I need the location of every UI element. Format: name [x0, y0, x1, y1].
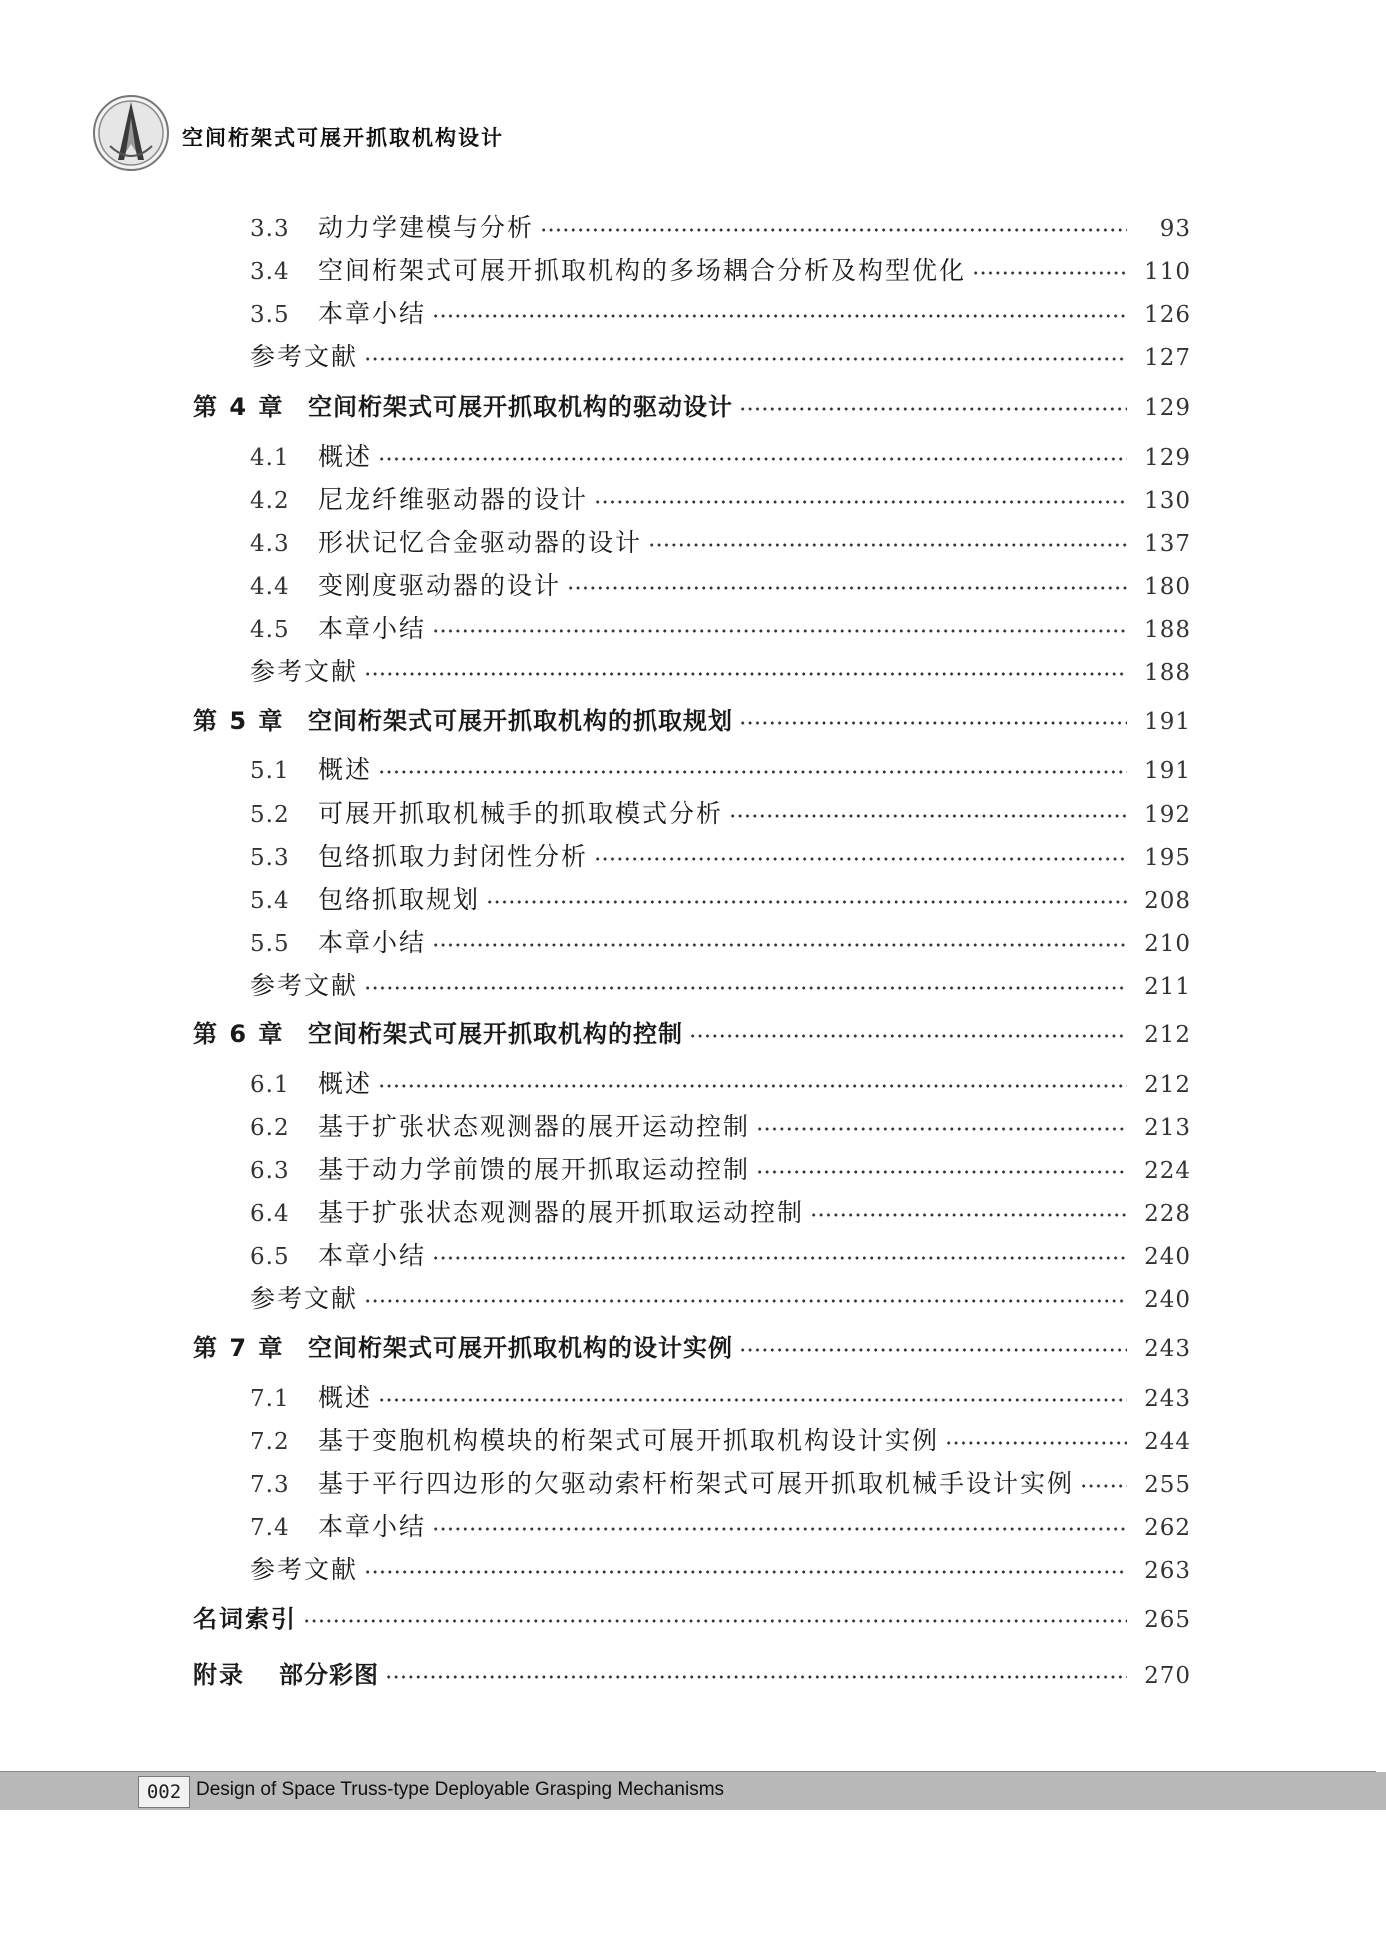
- toc-entry-title: 概述: [318, 1383, 373, 1412]
- toc-page-number: 270: [1144, 1663, 1191, 1689]
- toc-entry-title: 基于平行四边形的欠驱动索杆桁架式可展开抓取机械手设计实例: [318, 1469, 1075, 1498]
- toc-page-number: 208: [1144, 888, 1191, 914]
- toc-page-number: 262: [1144, 1515, 1191, 1541]
- dot-leader: [739, 721, 1127, 725]
- dot-leader: [432, 1256, 1127, 1260]
- toc-page-number: 180: [1144, 574, 1191, 600]
- dot-leader: [739, 1348, 1127, 1352]
- toc-section-number: 4.5: [250, 617, 290, 643]
- toc-entry-title: 本章小结: [318, 928, 427, 957]
- toc-entry-section[interactable]: [250, 796, 1191, 832]
- toc-entry-ref[interactable]: [250, 968, 1191, 1004]
- toc-entry-ref[interactable]: [250, 339, 1191, 375]
- toc-entry-title: 包络抓取规划: [318, 885, 481, 914]
- toc-chapter-label: 附录: [193, 1661, 245, 1689]
- toc-section-number: 3.5: [250, 302, 290, 328]
- toc-entry-section[interactable]: [250, 1466, 1191, 1502]
- toc-page-number: 191: [1144, 709, 1191, 735]
- dot-leader: [756, 1127, 1127, 1131]
- running-header-title: 空间桁架式可展开抓取机构设计: [182, 126, 504, 150]
- toc-section-number: 5.4: [250, 888, 290, 914]
- dot-leader: [648, 543, 1127, 547]
- toc-entry-ref[interactable]: [250, 654, 1191, 690]
- toc-entry-ref[interactable]: [250, 1281, 1191, 1317]
- toc-page-number: 192: [1144, 802, 1191, 828]
- toc-page-number: 213: [1144, 1115, 1191, 1141]
- toc-entry-title: 参考文献: [250, 1284, 359, 1313]
- dot-leader: [432, 629, 1127, 633]
- toc-page-number: 265: [1144, 1607, 1191, 1633]
- toc-entry-section[interactable]: [250, 296, 1191, 332]
- toc-entry-title: 本章小结: [318, 614, 427, 643]
- dot-leader: [378, 1084, 1127, 1088]
- toc-page-number: 243: [1144, 1336, 1191, 1362]
- toc-entry-title: 概述: [318, 755, 373, 784]
- toc-page-number: 195: [1144, 845, 1191, 871]
- page-number: 002: [138, 1776, 190, 1808]
- toc-entry-section[interactable]: [250, 925, 1191, 961]
- toc-entry-section[interactable]: [250, 1195, 1191, 1231]
- toc-section-number: 6.4: [250, 1201, 290, 1227]
- toc-entry-title: 可展开抓取机械手的抓取模式分析: [318, 799, 724, 828]
- toc-entry-title: 形状记忆合金驱动器的设计: [318, 528, 643, 557]
- toc-chapter-label: 第 5 章: [193, 707, 285, 735]
- dot-leader: [364, 986, 1127, 990]
- toc-entry-section[interactable]: [250, 752, 1191, 788]
- toc-entry-title: 参考文献: [250, 657, 359, 686]
- dot-leader: [432, 943, 1127, 947]
- toc-entry-title: 空间桁架式可展开抓取机构的设计实例: [308, 1334, 733, 1362]
- toc-entry-title: 部分彩图: [279, 1661, 379, 1689]
- toc-page-number: 93: [1159, 216, 1191, 242]
- toc-section-number: 5.5: [250, 931, 290, 957]
- toc-page-number: 240: [1144, 1244, 1191, 1270]
- dot-leader: [567, 586, 1127, 590]
- toc-entry-title: 本章小结: [318, 1512, 427, 1541]
- toc-entry-section[interactable]: [250, 611, 1191, 647]
- toc-page-number: 255: [1144, 1472, 1191, 1498]
- toc-entry-section[interactable]: [250, 1152, 1191, 1188]
- toc-page-number: 188: [1144, 660, 1191, 686]
- toc-section-number: 4.4: [250, 574, 290, 600]
- dot-leader: [594, 857, 1127, 861]
- toc-page-number: 243: [1144, 1386, 1191, 1412]
- toc-page-number: 263: [1144, 1558, 1191, 1584]
- toc-section-number: 4.3: [250, 531, 290, 557]
- toc-entry-chapter[interactable]: [193, 389, 1191, 425]
- toc-section-number: 5.3: [250, 845, 290, 871]
- toc-chapter-label: 第 4 章: [193, 393, 285, 421]
- toc-page-number: 240: [1144, 1287, 1191, 1313]
- toc-section-number: 4.1: [250, 445, 290, 471]
- dot-leader: [756, 1170, 1127, 1174]
- toc-page-number: 244: [1144, 1429, 1191, 1455]
- dot-leader: [364, 1299, 1127, 1303]
- toc-entry-title: 概述: [318, 442, 373, 471]
- toc-chapter-label: 名词索引: [193, 1605, 297, 1633]
- toc-entry-title: 参考文献: [250, 342, 359, 371]
- toc-entry-section[interactable]: [250, 525, 1191, 561]
- toc-section-number: 6.1: [250, 1072, 290, 1098]
- dot-leader: [385, 1675, 1127, 1679]
- toc-entry-title: 空间桁架式可展开抓取机构的多场耦合分析及构型优化: [318, 256, 967, 285]
- toc-entry-title: 概述: [318, 1069, 373, 1098]
- toc-section-number: 5.1: [250, 758, 290, 784]
- toc-page-number: 137: [1144, 531, 1191, 557]
- dot-leader: [540, 228, 1127, 232]
- toc-entry-chapter[interactable]: [193, 703, 1191, 739]
- toc-section-number: 7.4: [250, 1515, 290, 1541]
- toc-page-number: 188: [1144, 617, 1191, 643]
- toc-entry-section[interactable]: [250, 482, 1191, 518]
- toc-entry-title: 动力学建模与分析: [318, 213, 535, 242]
- toc-entry-section[interactable]: [250, 1109, 1191, 1145]
- toc-page-number: 126: [1144, 302, 1191, 328]
- compass-arrow-logo-icon: [92, 94, 170, 172]
- toc-entry-section[interactable]: [250, 1509, 1191, 1545]
- dot-leader: [364, 357, 1127, 361]
- toc-entry-section[interactable]: [250, 882, 1191, 918]
- toc-chapter-label: 第 7 章: [193, 1334, 285, 1362]
- toc-entry-title: 包络抓取力封闭性分析: [318, 842, 589, 871]
- toc-entry-section[interactable]: [250, 439, 1191, 475]
- dot-leader: [945, 1441, 1127, 1445]
- toc-section-number: 7.1: [250, 1386, 290, 1412]
- dot-leader: [432, 1527, 1127, 1531]
- toc-page-number: 130: [1144, 488, 1191, 514]
- toc-entry-title: 参考文献: [250, 1555, 359, 1584]
- toc-section-number: 5.2: [250, 802, 290, 828]
- toc-section-number: 6.5: [250, 1244, 290, 1270]
- toc-section-number: 4.2: [250, 488, 290, 514]
- toc-entry-section[interactable]: [250, 1423, 1191, 1459]
- dot-leader: [378, 770, 1127, 774]
- toc-entry-chapter[interactable]: [193, 1016, 1191, 1052]
- dot-leader: [729, 814, 1127, 818]
- toc-section-number: 7.3: [250, 1472, 290, 1498]
- running-header: [92, 94, 992, 174]
- toc-entry-title: 本章小结: [318, 1241, 427, 1270]
- dot-leader: [1080, 1484, 1127, 1488]
- toc-page-number: 228: [1144, 1201, 1191, 1227]
- dot-leader: [689, 1034, 1127, 1038]
- toc-page-number: 224: [1144, 1158, 1191, 1184]
- dot-leader: [364, 1570, 1127, 1574]
- toc-section-number: 6.2: [250, 1115, 290, 1141]
- dot-leader: [303, 1619, 1127, 1623]
- toc-entry-title: 基于扩张状态观测器的展开抓取运动控制: [318, 1198, 805, 1227]
- toc-entry-title: 变刚度驱动器的设计: [318, 571, 562, 600]
- toc-entry-section[interactable]: [250, 1066, 1191, 1102]
- dot-leader: [972, 271, 1127, 275]
- toc-page-number: 129: [1144, 445, 1191, 471]
- toc-entry-title: 本章小结: [318, 299, 427, 328]
- toc-entry-title: 基于扩张状态观测器的展开运动控制: [318, 1112, 751, 1141]
- toc-page-number: 191: [1144, 758, 1191, 784]
- toc-page-number: 129: [1144, 395, 1191, 421]
- toc-entry-chapter[interactable]: [193, 1601, 1191, 1637]
- toc-entry-section[interactable]: [250, 568, 1191, 604]
- toc-page-number: 211: [1144, 974, 1191, 1000]
- toc-section-number: 6.3: [250, 1158, 290, 1184]
- toc-section-number: 3.4: [250, 259, 290, 285]
- dot-leader: [594, 500, 1127, 504]
- dot-leader: [432, 314, 1127, 318]
- toc-page-number: 127: [1144, 345, 1191, 371]
- toc-entry-section[interactable]: [250, 839, 1191, 875]
- dot-leader: [810, 1213, 1127, 1217]
- toc-page-number: 212: [1144, 1072, 1191, 1098]
- toc-section-number: 7.2: [250, 1429, 290, 1455]
- dot-leader: [364, 672, 1127, 676]
- dot-leader: [378, 1398, 1127, 1402]
- toc-page-number: 110: [1144, 259, 1191, 285]
- toc-entry-title: 尼龙纤维驱动器的设计: [318, 485, 589, 514]
- toc-entry-section[interactable]: [250, 253, 1191, 289]
- dot-leader: [486, 900, 1127, 904]
- toc-entry-title: 基于变胞机构模块的桁架式可展开抓取机构设计实例: [318, 1426, 940, 1455]
- toc-entry-chapter[interactable]: [193, 1657, 1191, 1693]
- toc-entry-chapter[interactable]: [193, 1330, 1191, 1366]
- toc-chapter-label: 第 6 章: [193, 1020, 285, 1048]
- toc-page-number: 212: [1144, 1022, 1191, 1048]
- toc-page-number: 210: [1144, 931, 1191, 957]
- toc-entry-title: 参考文献: [250, 971, 359, 1000]
- toc-entry-ref[interactable]: [250, 1552, 1191, 1588]
- toc-entry-title: 空间桁架式可展开抓取机构的控制: [308, 1020, 683, 1048]
- toc-entry-section[interactable]: [250, 210, 1191, 246]
- toc-entry-title: 空间桁架式可展开抓取机构的驱动设计: [308, 393, 733, 421]
- toc-entry-title: 空间桁架式可展开抓取机构的抓取规划: [308, 707, 733, 735]
- toc-entry-title: 基于动力学前馈的展开抓取运动控制: [318, 1155, 751, 1184]
- dot-leader: [378, 457, 1127, 461]
- dot-leader: [739, 407, 1127, 411]
- footer-book-title: Design of Space Truss-type Deployable Grasping Mechanisms: [196, 1779, 725, 1800]
- toc-section-number: 3.3: [250, 216, 290, 242]
- toc-entry-section[interactable]: [250, 1380, 1191, 1416]
- toc-entry-section[interactable]: [250, 1238, 1191, 1274]
